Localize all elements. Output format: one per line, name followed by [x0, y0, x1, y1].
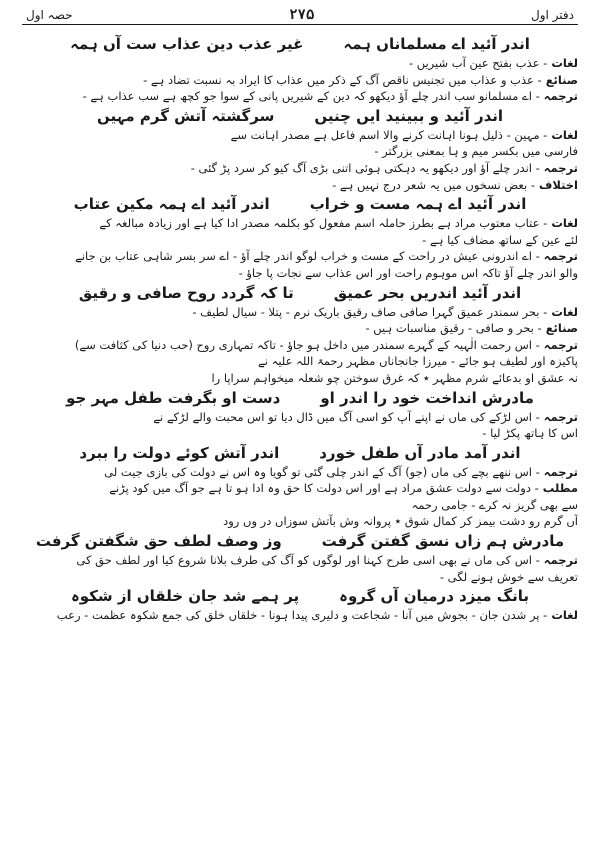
verse-first-half: مادرش ہم زاں نسق گفتن گرفت — [321, 532, 565, 551]
line-text: - بحر سمندر عمیق گہرا صافی صاف رقیق باریک نرم - پتلا - سیال لطیف - — [192, 304, 548, 319]
page-body — [22, 33, 578, 624]
verse-line — [22, 387, 578, 409]
line-text: - بحر و صافی - رقیق مناسبات ہیں - — [365, 321, 542, 336]
line-lead-term: لغات — [551, 304, 578, 319]
line-text: نہ عشق او بدعائے شرم مظہر ٭ کہ غرق سوختن چو شعلہ میخواہم سراپا را — [211, 370, 578, 385]
line-lead-term: ترجمہ — [543, 89, 578, 104]
line-text: پاکیزہ اور لطیف ہو جائے - میرزا جانجاناں مظہر رحمۃ اللہ علیہ نے — [258, 354, 578, 369]
prose-line — [22, 409, 578, 426]
line-lead-term: لغات — [551, 56, 578, 70]
verse-second-half: دست او بگرفت طفل مہر جو — [66, 388, 281, 407]
line-text: - دولت سے دولت عشق مراد ہے اور اس دولت کا حق وہ ادا ہو تا ہے جو آگ میں کود پڑنے — [109, 481, 539, 496]
line-text: - پر شدن جان - بجوش میں آنا - شجاعت و دلیری پیدا ہونا - خلقاں خلق کی جمع شکوہ عظمت - رعب — [56, 608, 548, 623]
prose-line — [22, 160, 578, 177]
verse-line — [22, 282, 578, 304]
line-text: لئے عین کے ساتھ مضاف کیا ہے - — [422, 232, 578, 247]
line-lead-term: صنائع — [545, 321, 578, 336]
prose-line — [22, 304, 578, 321]
prose-line — [22, 552, 578, 569]
prose-line — [22, 337, 578, 354]
prose-line — [22, 248, 578, 265]
line-lead-term: لغات — [551, 127, 578, 142]
verse-first-half: اندر آئید و ببینید ایں چنیں — [314, 106, 504, 125]
verse-first-half: مادرش انداخت خود را اندر او — [320, 388, 534, 407]
header-book-part: دفتر اول — [531, 8, 574, 22]
page-number: ۲۷۵ — [289, 7, 315, 23]
line-text: اس کا ہاتھ پکڑ لیا - — [482, 426, 578, 441]
prose-line — [22, 88, 578, 105]
verse-first-half: اندر آئید اے ہمہ مست و خراب — [309, 195, 527, 214]
line-text: - اس کی ماں نے بھی اسی طرح کہنا اور لوگوں کو آگ کی طرف بلانا شروع کیا اور لطف حق کی — [76, 553, 540, 568]
line-text: - عذب و عذاب میں تجنیس ناقص آگ کے ذکر میں عذاب کا ایراد بہ نسبت تضاد ہے - — [143, 72, 542, 87]
line-text: - عذب بفتح عین آب شیریں - — [408, 56, 548, 70]
line-text: - عتاب معتوب مراد ہے بطرز حاملہ اسم مفعول کو بکلمہ مصدر ادا کیا ہے اور زیادہ مبالغہ کے — [99, 216, 548, 231]
prose-line — [22, 143, 578, 160]
prose-line — [22, 370, 578, 387]
line-text: - مہین - ذلیل ہونا اہانت کرنے والا اسم فاعل ہے مصدر اہانت سے — [230, 127, 548, 142]
prose-line — [22, 497, 578, 514]
verse-second-half: وز وصف لطف حق شگفتن گرفت — [35, 532, 282, 551]
verse-first-half: بانگ میزد درمیان آں گروہ — [339, 587, 530, 606]
line-lead-term: ترجمہ — [543, 337, 578, 352]
prose-line — [22, 480, 578, 497]
prose-line — [22, 232, 578, 249]
verse-second-half: سرگشتہ آتش گرم مہیں — [96, 106, 275, 125]
verse-line — [22, 585, 578, 607]
line-text: - بعض نسخوں میں یہ شعر درج نہیں ہے - — [332, 177, 535, 192]
line-text: - اس رحمت الٰہیہ کے گہرے سمندر میں داخل ہو جاؤ - تاکہ تمہاری روح (حب دنیا کی کثافت سے) — [74, 337, 540, 352]
header-section: حصہ اول — [26, 8, 73, 22]
line-lead-term: صنائع — [545, 72, 578, 87]
line-text: - اس ننھے بچے کی ماں (جو) آگ کے اندر چلی گئی تو گویا وہ اس نے دولت کی بازی جیت لی — [104, 464, 540, 479]
verse-line — [22, 530, 578, 552]
line-text: - اے اندرونی عیش در راحت کے مست و خراب لوگو اندر چلے آؤ - اے سر بسر شاہی عتاب بن جانے — [75, 249, 540, 264]
verse-line — [22, 33, 578, 55]
line-text: فارسی میں بکسر میم و ہا بمعنی بزرگتر - — [374, 144, 578, 159]
running-header — [22, 6, 578, 25]
prose-line — [22, 569, 578, 586]
verse-second-half: تا کہ گردد روح صافی و رقیق — [78, 283, 294, 302]
line-lead-term: ترجمہ — [543, 409, 578, 424]
line-text: - اے مسلمانو سب اندر چلے آؤ دیکھو کہ دین کے شیریں پانی کے سوا جو کچھ ہے سب عذاب ہے - — [82, 89, 540, 104]
verse-first-half: اندر آمد مادر آں طفل خورد — [319, 443, 521, 462]
prose-line — [22, 353, 578, 370]
verse-line — [22, 105, 578, 127]
prose-line — [22, 320, 578, 337]
line-lead-term: ترجمہ — [543, 249, 578, 264]
line-lead-term: ترجمہ — [543, 464, 578, 479]
line-text: - اندر چلے آؤ اور دیکھو یہ دہکتی ہوئی اتنی بڑی آگ کیو کر سرد پڑ گئی - — [190, 160, 540, 175]
line-text: تعریف سے خوش ہونے لگی - — [439, 569, 578, 584]
line-text: والو اندر چلے آؤ تاکہ اس موہوم راحت اور اس عذاب سے نجات پا جاؤ - — [238, 265, 578, 280]
line-lead-term: مطلب — [542, 481, 578, 496]
line-lead-term: ترجمہ — [543, 160, 578, 175]
prose-line — [22, 425, 578, 442]
line-lead-term: لغات — [551, 608, 578, 623]
verse-line — [22, 193, 578, 215]
prose-line — [22, 55, 578, 72]
prose-line — [22, 265, 578, 282]
verse-second-half: اندر آتش کوئے دولت را ببرد — [79, 443, 280, 462]
prose-line — [22, 607, 578, 624]
verse-second-half: غیر عذب دین عذاب ست آں ہمہ — [70, 35, 304, 53]
verse-second-half: اندر آئید اے ہمہ مکین عتاب — [73, 195, 270, 214]
line-lead-term: لغات — [551, 216, 578, 231]
line-lead-term: اختلاف — [538, 177, 578, 192]
line-text: آں گرم رو دشت بیمز کر کمال شوق ٭ پروانہ وش بآتش سوزاں در وں رود — [223, 514, 578, 529]
line-text: - اس لڑکے کی ماں نے اپنے آپ کو اسی آگ میں ڈال دیا تو اس محبت والے لڑکے نے — [153, 409, 540, 424]
verse-first-half: اندر آئید اے مسلماناں ہمہ — [343, 35, 530, 53]
prose-line — [22, 72, 578, 89]
prose-line — [22, 464, 578, 481]
verse-second-half: پر ہمے شد جان خلقاں از شکوہ — [70, 587, 300, 606]
prose-line — [22, 177, 578, 194]
line-text: سے بھی گریز نہ کرے - جامی رحمہ — [411, 497, 578, 512]
prose-line — [22, 127, 578, 144]
prose-line — [22, 215, 578, 232]
verse-first-half: اندر آئید اندریں بحر عمیق — [333, 283, 522, 302]
prose-line — [22, 513, 578, 530]
line-lead-term: ترجمہ — [543, 553, 578, 568]
verse-line — [22, 442, 578, 464]
